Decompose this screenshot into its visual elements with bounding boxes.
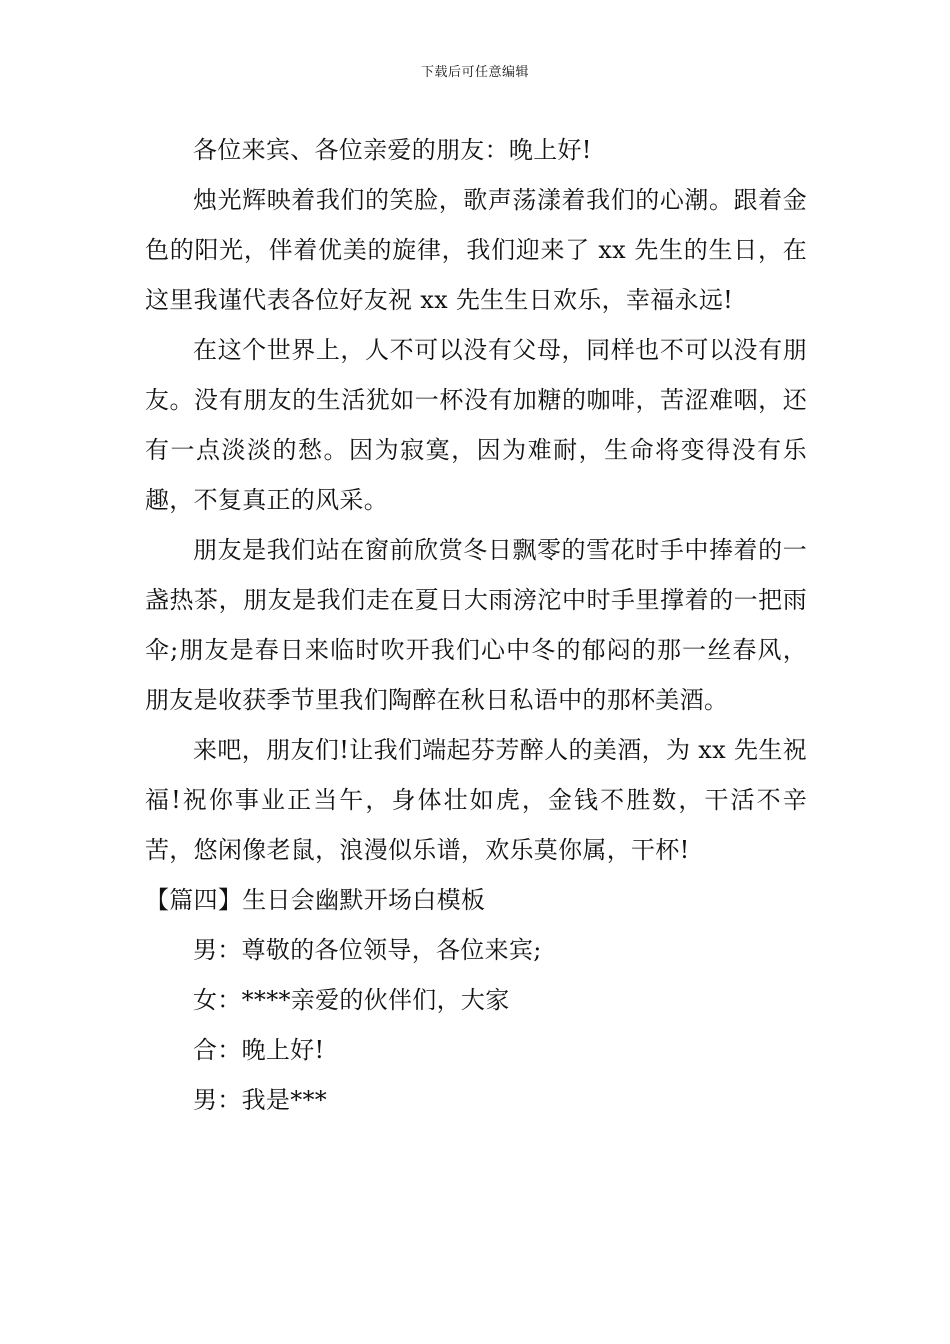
dialogue-line: 合：晚上好! xyxy=(193,1036,325,1064)
dialogue-line: 女：****亲爱的伙伴们，大家 xyxy=(193,986,510,1014)
document-body xyxy=(145,125,807,1125)
greeting-paragraph: 各位来宾、各位亲爱的朋友：晚上好! xyxy=(193,136,592,164)
page-header: 下载后可任意编辑 xyxy=(420,65,529,80)
body-paragraph: 烛光辉映着我们的笑脸，歌声荡漾着我们的心潮。跟着金色的阳光，伴着优美的旋律，我们迎来了 xx 先生的生日，在这里我谨代表各位好友祝 xx 先生生日欢乐，幸福永远! xyxy=(145,186,807,314)
body-paragraph: 朋友是我们站在窗前欣赏冬日飘零的雪花时手中捧着的一盏热茶，朋友是我们走在夏日大雨滂沱中时手里撑着的一把雨伞;朋友是春日来临时吹开我们心中冬的郁闷的那一丝春风，朋友是收获季节里我们陶醉在秋日私语中的那杯美酒。 xyxy=(145,536,807,714)
dialogue-line: 男：我是*** xyxy=(193,1086,328,1114)
body-paragraph: 来吧，朋友们!让我们端起芬芳醉人的美酒，为 xx 先生祝福!祝你事业正当午，身体壮如虎，金钱不胜数，干活不辛苦，悠闲像老鼠，浪漫似乐谱，欢乐莫你属，干杯! xyxy=(145,736,807,864)
body-paragraph: 在这个世界上，人不可以没有父母，同样也不可以没有朋友。没有朋友的生活犹如一杯没有加糖的咖啡，苦涩难咽，还有一点淡淡的愁。因为寂寞，因为难耐，生命将变得没有乐趣，不复真正的风采。 xyxy=(145,336,807,514)
section-title: 【篇四】生日会幽默开场白模板 xyxy=(145,886,486,914)
dialogue-line: 男：尊敬的各位领导，各位来宾; xyxy=(193,936,542,964)
